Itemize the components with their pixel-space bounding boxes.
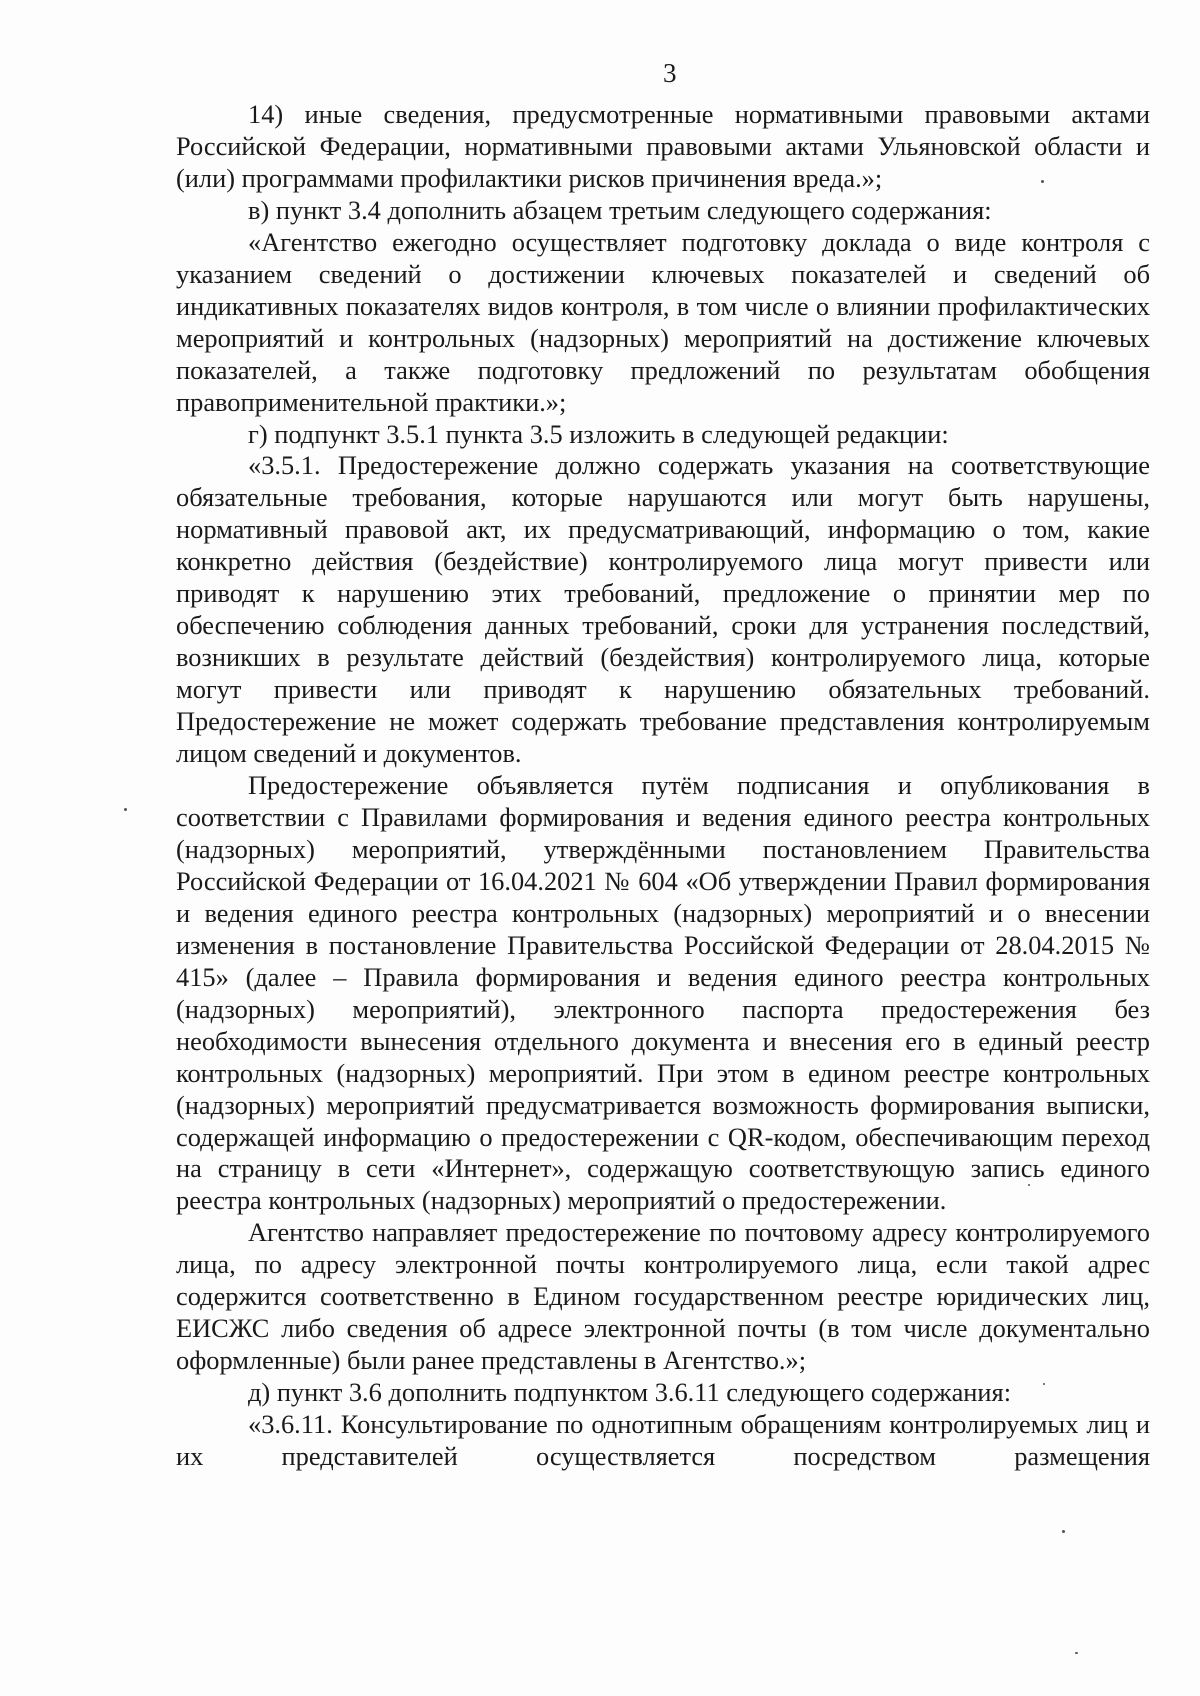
paragraph-amendment-g: г) подпункт 3.5.1 пункта 3.5 изложить в следующей редакции:: [248, 418, 949, 449]
paragraph-3-5-1: «3.5.1. Предостережение должно содержать указания на соответствующие обязательные требования, которые нарушаются или могут быть нарушены, нормативный правовой акт, их предусматривающий, информацию о том, какие конкретно действия (бездействие) контролируемого лица могут привести или приводят к нарушению этих требований, предложение о принятии мер по обеспечению соблюдения данных требований, сроки для устранения последствий, возникших в результате действий (бездействия) контролируемого лица, которые могут привести или приводят к нарушению обязательных требований. Предостережение не может содержать требование представления контролируемым лицом сведений и документов.: [176, 450, 1150, 769]
paragraph-item-14: 14) иные сведения, предусмотренные нормативными правовыми актами Российской Федерации, нормативными правовыми актами Ульяновской области и (или) программами профилактики рисков причинения вреда.»;: [176, 99, 1150, 193]
scan-speck: [1062, 1530, 1065, 1533]
scan-speck: [1041, 180, 1044, 183]
page-number: 3: [663, 58, 677, 88]
paragraph-warning-announcement: Предостережение объявляется путём подписания и опубликования в соответствии с Правилами формирования и ведения единого реестра контрольных (надзорных) мероприятий, утверждёнными постановлением Правительства Российской Федерации от 16.04.2021 № 604 «Об утверждении Правил формирования и ведения единого реестра контрольных (надзорных) мероприятий и о внесении изменения в постановление Правительства Российской Федерации от 28.04.2015 № 415» (далее – Правила формирования и ведения единого реестра контрольных (надзорных) мероприятий), электронного паспорта предостережения без необходимости вынесения отдельного документа и внесения его в единый реестр контрольных (надзорных) мероприятий. При этом в едином реестре контрольных (надзорных) мероприятий предусматривается возможность формирования выписки, содержащей информацию о предостережении с QR-кодом, обеспечивающим переход на страницу в сети «Интернет», содержащую соответствующую запись единого реестра контрольных (надзорных) мероприятий о предостережении.: [176, 770, 1150, 1216]
document-body: [176, 99, 1150, 1473]
paragraph-warning-delivery: Агентство направляет предостережение по почтовому адресу контролируемого лица, по адресу электронной почты контролируемого лица, если такой адрес содержится соответственно в Едином государственном реестре юридических лиц, ЕИСЖС либо сведения об адресе электронной почты (в том числе документально оформленные) были ранее представлены в Агентство.»;: [176, 1217, 1150, 1376]
scan-speck: [1043, 1383, 1045, 1385]
paragraph-amendment-d: д) пункт 3.6 дополнить подпунктом 3.6.11 следующего содержания:: [248, 1377, 1012, 1408]
paragraph-amendment-v: в) пункт 3.4 дополнить абзацем третьим следующего содержания:: [248, 194, 992, 225]
scan-speck: [1028, 1184, 1030, 1186]
scan-speck: [124, 808, 127, 811]
paragraph-3-6-11: «3.6.11. Консультирование по однотипным обращениям контролируемых лиц и их представителей осуществляется посредством размещения: [176, 1409, 1150, 1472]
scan-speck: [1075, 1652, 1078, 1654]
paragraph-agency-report: «Агентство ежегодно осуществляет подготовку доклада о виде контроля с указанием сведений о достижении ключевых показателей и сведений об индикативных показателях видов контроля, в том числе о влиянии профилактических мероприятий и контрольных (надзорных) мероприятий на достижение ключевых показателей, а также подготовку предложений по результатам обобщения правоприменительной практики.»;: [176, 226, 1150, 417]
